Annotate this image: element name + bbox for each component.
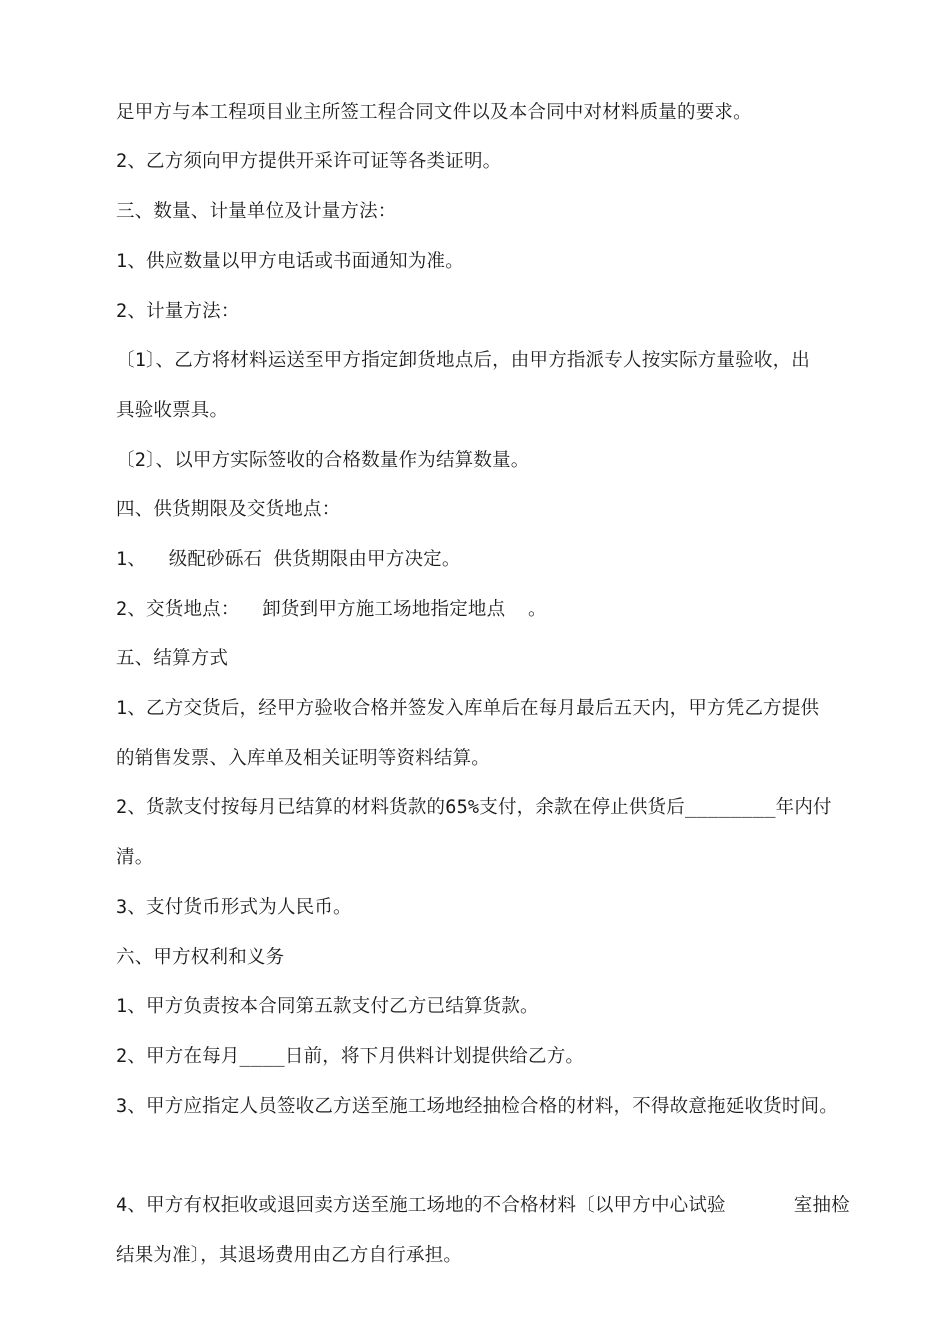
text-line: 足甲方与本工程项目业主所签工程合同文件以及本合同中对材料质量的要求。 bbox=[116, 102, 752, 123]
text-line: 〔2〕、以甲方实际签收的合格数量作为结算数量。 bbox=[116, 450, 530, 471]
text-line: 结果为准〕，其退场费用由乙方自行承担。 bbox=[116, 1245, 463, 1266]
text-line: 1、供应数量以甲方电话或书面通知为准。 bbox=[116, 251, 464, 272]
text-line: 具验收票具。 bbox=[116, 400, 229, 421]
text-line: 的销售发票、入库单及相关证明等资料结算。 bbox=[116, 748, 491, 769]
text-line: 清。 bbox=[116, 847, 154, 868]
text-line: 2、交货地点： 卸货到甲方施工场地指定地点 。 bbox=[116, 599, 547, 620]
text-line: 3、支付货币形式为人民币。 bbox=[116, 897, 352, 918]
text-line: 1、甲方负责按本合同第五款支付乙方已结算货款。 bbox=[116, 996, 539, 1017]
section-heading: 三、数量、计量单位及计量方法： bbox=[116, 201, 397, 222]
section-heading: 五、结算方式 bbox=[116, 648, 229, 669]
text-line: 〔1〕、乙方将材料运送至甲方指定卸货地点后，由甲方指派专人按实际方量验收，出 bbox=[116, 350, 810, 371]
text-line: 3、甲方应指定人员签收乙方送至施工场地经抽检合格的材料，不得故意拖延收货时间。 bbox=[116, 1096, 838, 1117]
text-line: 2、乙方须向甲方提供开采许可证等各类证明。 bbox=[116, 151, 502, 172]
text-line: 1、 级配砂砾石 供货期限由甲方决定。 bbox=[116, 549, 461, 570]
text-line: 1、乙方交货后，经甲方验收合格并签发入库单后在每月最后五天内，甲方凭乙方提供 bbox=[116, 698, 820, 719]
text-line: 2、甲方在每月____日前，将下月供料计划提供给乙方。 bbox=[116, 1046, 585, 1067]
section-heading: 六、甲方权利和义务 bbox=[116, 947, 285, 968]
text-line: 2、货款支付按每月已结算的材料货款的65%支付，余款在停止供货后________年内付 bbox=[116, 797, 832, 818]
text-line: 4、甲方有权拒收或退回卖方送至施工场地的不合格材料〔以甲方中心试验 室抽检 bbox=[116, 1195, 850, 1216]
text-line: 2、计量方法： bbox=[116, 301, 240, 322]
section-heading: 四、供货期限及交货地点： bbox=[116, 499, 341, 520]
